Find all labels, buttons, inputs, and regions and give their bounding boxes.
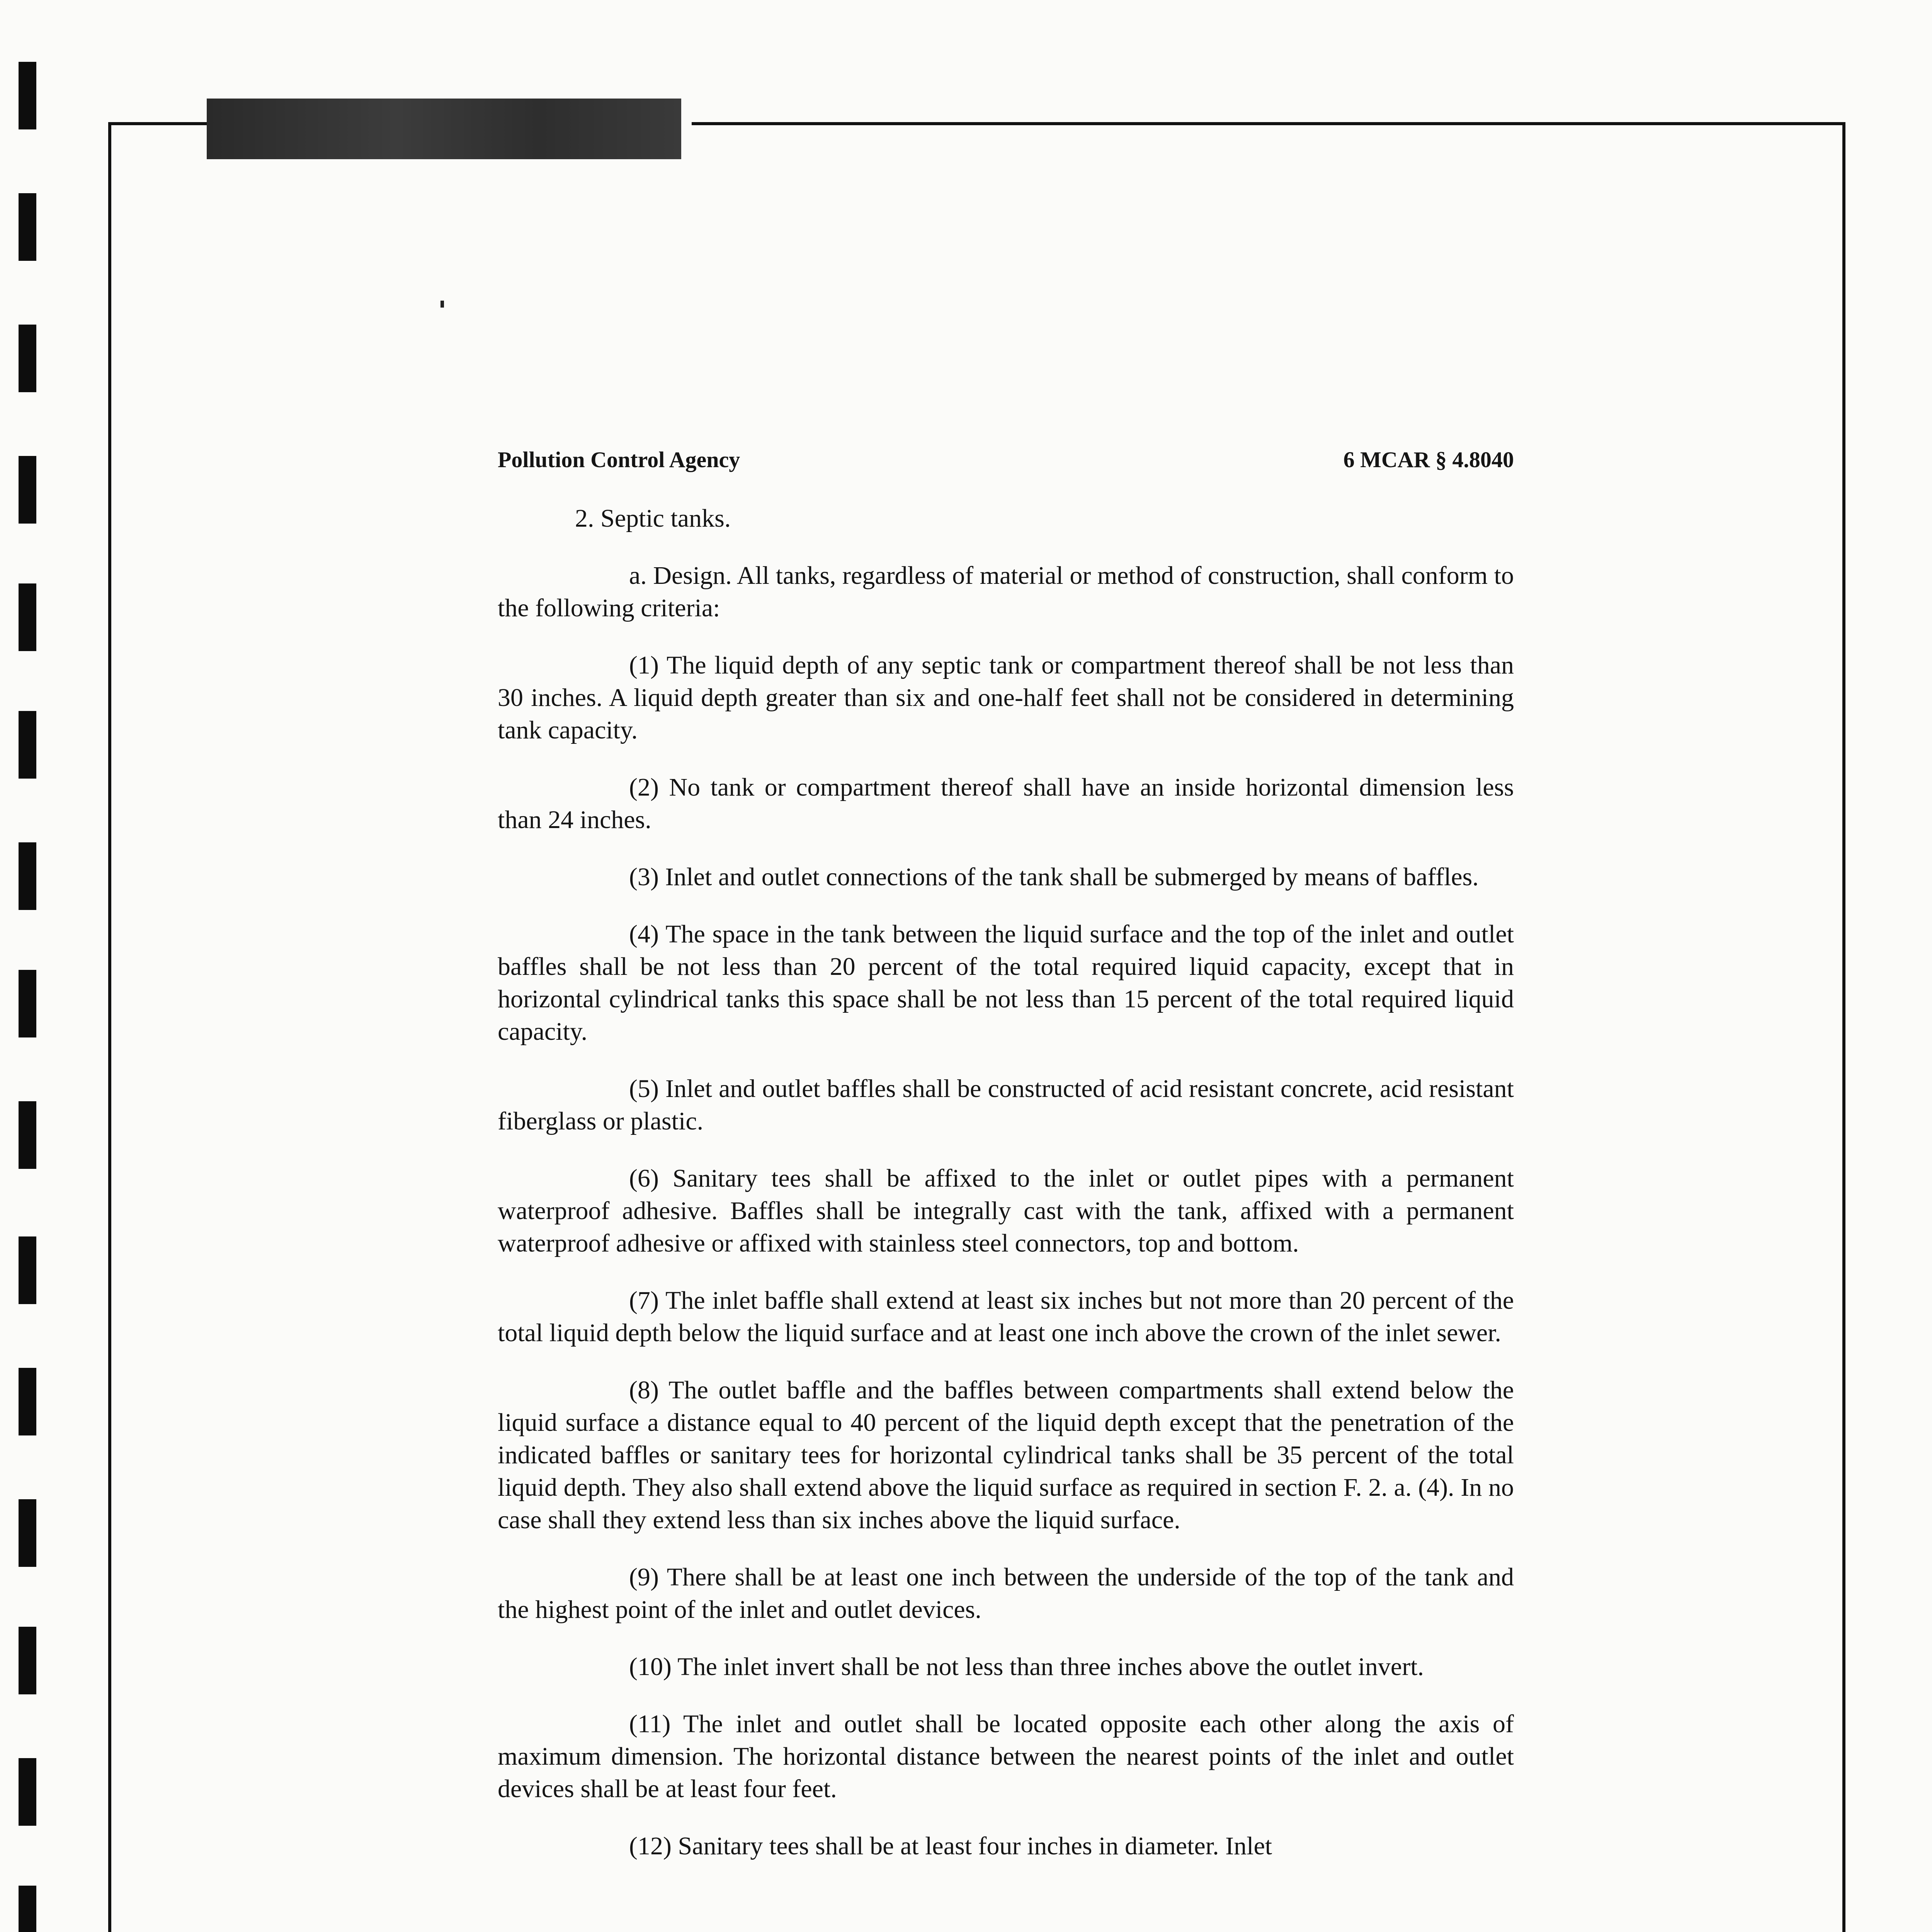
- criterion-item: (10) The inlet invert shall be not less than three inches above the outlet invert.: [629, 1653, 1424, 1681]
- frame-top-rule: [108, 122, 207, 125]
- document-body: [498, 440, 1514, 1862]
- binding-mark: [19, 456, 36, 524]
- criterion-item: (2) No tank or compartment thereof shall have an inside horizontal dimension less than 24 inches.: [498, 773, 1514, 834]
- binding-mark: [19, 1101, 36, 1169]
- header-bar: [207, 99, 681, 159]
- criterion-item: (3) Inlet and outlet connections of the tank shall be submerged by means of baffles.: [629, 863, 1479, 891]
- binding-mark: [19, 970, 36, 1037]
- criterion-item: (5) Inlet and outlet baffles shall be constructed of acid resistant concrete, acid resistant fiberglass or plastic.: [498, 1075, 1514, 1135]
- criterion-item: (9) There shall be at least one inch between the underside of the top of the tank and the highest point of the inlet and outlet devices.: [498, 1563, 1514, 1624]
- binding-mark: [19, 583, 36, 651]
- frame-top-rule: [692, 122, 1842, 125]
- binding-mark: [19, 711, 36, 779]
- criterion-item: (1) The liquid depth of any septic tank or compartment thereof shall be not less than 30 inches. A liquid depth greater than six and one-half feet shall not be considered in determining tank capacity.: [498, 651, 1514, 744]
- criterion-item: (12) Sanitary tees shall be at least four inches in diameter. Inlet: [629, 1832, 1272, 1860]
- binding-mark: [19, 325, 36, 392]
- binding-mark: [19, 62, 36, 129]
- running-head: [498, 440, 1514, 475]
- scan-mark: [440, 301, 444, 308]
- binding-mark: [19, 1499, 36, 1567]
- citation: 6 MCAR § 4.8040: [1343, 447, 1514, 472]
- criterion-item: (4) The space in the tank between the liquid surface and the top of the inlet and outlet baffles shall be not less than 20 percent of the total required liquid capacity, except that in horizontal cylindrical tanks this space shall be not less than 15 percent of the total required liquid capacity.: [498, 920, 1514, 1046]
- binding-mark: [19, 842, 36, 910]
- binding-mark: [19, 1886, 36, 1932]
- binding-mark: [19, 1368, 36, 1435]
- binding-mark: [19, 1236, 36, 1304]
- binding-mark: [19, 1627, 36, 1694]
- agency-name: Pollution Control Agency: [498, 447, 740, 472]
- criterion-item: (8) The outlet baffle and the baffles between compartments shall extend below the liquid surface a distance equal to 40 percent of the liquid depth except that the penetration of the indicated baffles or sanitary tees for horizontal cylindrical tanks shall be 35 percent of the total liquid depth. They also shall extend above the liquid surface as required in section F. 2. a. (4). In no case shall they extend less than six inches above the liquid surface.: [498, 1376, 1514, 1534]
- binding-mark: [19, 1758, 36, 1826]
- section-heading: 2. Septic tanks.: [575, 504, 731, 532]
- criterion-item: (11) The inlet and outlet shall be located opposite each other along the axis of maximum dimension. The horizontal distance between the nearest points of the inlet and outlet devices shall be at least four feet.: [498, 1710, 1514, 1803]
- design-intro: a. Design. All tanks, regardless of material or method of construction, shall conform to the following criteria:: [498, 561, 1514, 622]
- criterion-item: (7) The inlet baffle shall extend at least six inches but not more than 20 percent of the total liquid depth below the liquid surface and at least one inch above the crown of the inlet sewer.: [498, 1286, 1514, 1347]
- criterion-item: (6) Sanitary tees shall be affixed to the inlet or outlet pipes with a permanent waterproof adhesive. Baffles shall be integrally cast with the tank, affixed with a permanent waterproof adhesive or affixed with stainless steel connectors, top and bottom.: [498, 1164, 1514, 1257]
- binding-mark: [19, 193, 36, 261]
